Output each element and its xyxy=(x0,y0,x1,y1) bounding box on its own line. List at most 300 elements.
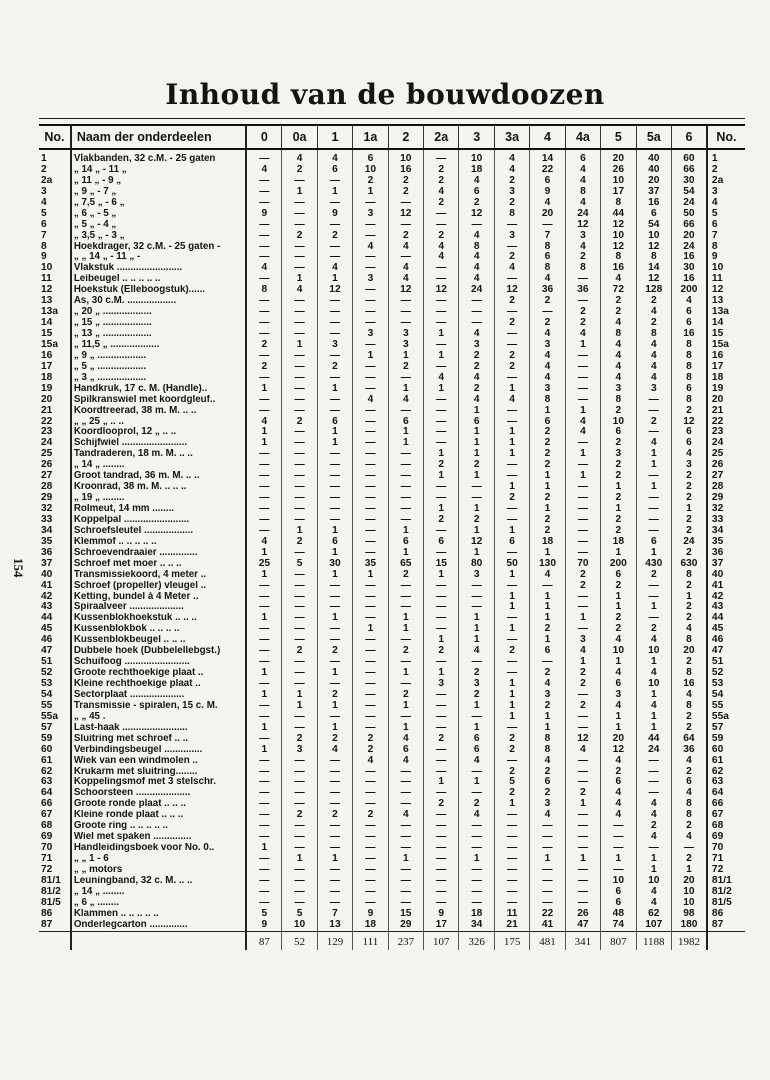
quantity-cell: — xyxy=(353,635,388,646)
quantity-cell: — xyxy=(388,482,423,493)
quantity-cell: 4 xyxy=(671,832,706,843)
part-name: Sluitring met schroef .. .. xyxy=(71,734,247,745)
quantity-cell: — xyxy=(282,449,317,460)
quantity-cell: — xyxy=(353,537,388,548)
column-header: 5 xyxy=(601,125,636,149)
quantity-cell: — xyxy=(353,767,388,778)
quantity-cell: 12 xyxy=(424,285,459,296)
quantity-cell: 4 xyxy=(636,832,671,843)
quantity-cell: — xyxy=(282,307,317,318)
quantity-cell: 2 xyxy=(424,734,459,745)
quantity-cell: — xyxy=(565,876,600,887)
quantity-cell: 1 xyxy=(246,745,281,756)
quantity-cell: — xyxy=(282,613,317,624)
quantity-cell: 4 xyxy=(671,449,706,460)
quantity-cell: 2 xyxy=(601,471,636,482)
table-row xyxy=(39,799,745,810)
part-name: Koppelpal ........................ xyxy=(71,515,247,526)
table-row xyxy=(39,810,745,821)
quantity-cell: 6 xyxy=(530,252,565,263)
quantity-cell: 6 xyxy=(459,187,494,198)
quantity-cell: 1 xyxy=(459,854,494,865)
quantity-cell: — xyxy=(282,351,317,362)
part-name: „ 7,5 „ - 6 „ xyxy=(71,198,247,209)
quantity-cell: — xyxy=(424,296,459,307)
quantity-cell: 2 xyxy=(494,767,529,778)
quantity-cell: 4 xyxy=(636,898,671,909)
quantity-cell: — xyxy=(282,570,317,581)
table-row xyxy=(39,723,745,734)
quantity-cell: — xyxy=(459,482,494,493)
quantity-cell: 1 xyxy=(636,548,671,559)
quantity-cell: 8 xyxy=(671,351,706,362)
part-number-right: 68 xyxy=(707,821,745,832)
part-number-right: 23 xyxy=(707,427,745,438)
quantity-cell: — xyxy=(388,460,423,471)
quantity-cell: 1 xyxy=(601,854,636,865)
quantity-cell: — xyxy=(282,329,317,340)
table-row xyxy=(39,668,745,679)
quantity-cell: 2 xyxy=(424,176,459,187)
quantity-cell: 5 xyxy=(246,909,281,920)
part-number: 37 xyxy=(41,558,53,569)
part-number-right: 55 xyxy=(707,701,745,712)
part-number-right: 21 xyxy=(707,406,745,417)
quantity-cell: 6 xyxy=(459,734,494,745)
part-number-right: 45 xyxy=(707,624,745,635)
quantity-cell: 4 xyxy=(636,307,671,318)
part-name: Krukarm met sluitring........ xyxy=(71,767,247,778)
quantity-cell: — xyxy=(565,821,600,832)
quantity-cell: 48 xyxy=(601,909,636,920)
quantity-cell: 2 xyxy=(530,318,565,329)
column-header: 6 xyxy=(671,125,706,149)
table-row xyxy=(39,767,745,778)
quantity-cell: 1 xyxy=(565,799,600,810)
part-number: 8 xyxy=(41,241,47,252)
quantity-cell: 2 xyxy=(459,668,494,679)
quantity-cell: — xyxy=(282,832,317,843)
quantity-cell: 4 xyxy=(636,373,671,384)
part-name: Vlakstuk ........................ xyxy=(71,263,247,274)
quantity-cell: — xyxy=(565,526,600,537)
part-number-right: 72 xyxy=(707,865,745,876)
table-row xyxy=(39,149,745,165)
table-row xyxy=(39,351,745,362)
table-row xyxy=(39,427,745,438)
quantity-cell: 12 xyxy=(671,417,706,428)
quantity-cell: 2 xyxy=(530,493,565,504)
quantity-cell: 1 xyxy=(353,187,388,198)
part-number: 20 xyxy=(41,394,53,405)
quantity-cell: — xyxy=(388,252,423,263)
quantity-cell: 4 xyxy=(388,242,423,253)
part-name: Handleidingsboek voor No. 0.. xyxy=(71,843,247,854)
quantity-cell: — xyxy=(459,767,494,778)
quantity-cell: — xyxy=(424,395,459,406)
page-title: Inhoud van de bouwdoozen xyxy=(165,78,605,111)
quantity-cell: — xyxy=(459,657,494,668)
quantity-cell: — xyxy=(424,832,459,843)
part-name: „ 9 „ - 7 „ xyxy=(71,187,247,198)
quantity-cell: — xyxy=(530,887,565,898)
part-number: 45 xyxy=(41,624,53,635)
quantity-cell: — xyxy=(353,296,388,307)
quantity-cell: 1 xyxy=(388,624,423,635)
quantity-cell: — xyxy=(246,482,281,493)
quantity-cell: 2 xyxy=(671,548,706,559)
quantity-cell: 8 xyxy=(530,734,565,745)
part-number-right: 52 xyxy=(707,668,745,679)
table-row xyxy=(39,635,745,646)
quantity-cell: — xyxy=(424,340,459,351)
quantity-cell: 2 xyxy=(388,362,423,373)
quantity-cell: — xyxy=(317,635,352,646)
quantity-cell: 1 xyxy=(246,613,281,624)
quantity-cell: 4 xyxy=(530,570,565,581)
quantity-cell: — xyxy=(353,668,388,679)
quantity-cell: 6 xyxy=(671,438,706,449)
table-row xyxy=(39,187,745,198)
part-number-right: 81/2 xyxy=(707,887,745,898)
part-number: 60 xyxy=(41,744,53,755)
quantity-cell: — xyxy=(317,373,352,384)
part-number-right: 27 xyxy=(707,471,745,482)
quantity-cell: 26 xyxy=(601,165,636,176)
table-row xyxy=(39,821,745,832)
quantity-cell: 8 xyxy=(601,395,636,406)
part-number-right: 71 xyxy=(707,854,745,865)
quantity-cell: — xyxy=(636,581,671,592)
quantity-cell: 2 xyxy=(671,515,706,526)
quantity-cell: — xyxy=(494,657,529,668)
quantity-cell: — xyxy=(317,865,352,876)
quantity-cell: — xyxy=(317,351,352,362)
quantity-cell: — xyxy=(353,887,388,898)
table-row xyxy=(39,198,745,209)
quantity-cell: 3 xyxy=(565,635,600,646)
part-name: „ „ 14 „ - 11 „ - xyxy=(71,252,247,263)
part-number: 16 xyxy=(41,350,53,361)
quantity-cell: 2 xyxy=(601,515,636,526)
quantity-cell: 41 xyxy=(530,920,565,931)
quantity-cell: 1 xyxy=(601,712,636,723)
quantity-cell: — xyxy=(353,602,388,613)
table-row xyxy=(39,285,745,296)
quantity-cell: 1 xyxy=(601,602,636,613)
quantity-cell: — xyxy=(317,821,352,832)
quantity-cell: 1 xyxy=(282,274,317,285)
quantity-cell: 2 xyxy=(424,646,459,657)
part-name: Onderlegcarton .............. xyxy=(71,920,247,931)
quantity-cell: — xyxy=(388,592,423,603)
quantity-cell: 30 xyxy=(671,176,706,187)
part-name: „ 3,5 „ - 3 „ xyxy=(71,231,247,242)
quantity-cell: 1 xyxy=(530,712,565,723)
quantity-cell: 2 xyxy=(282,646,317,657)
table-row xyxy=(39,384,745,395)
quantity-cell: 16 xyxy=(671,274,706,285)
quantity-cell: — xyxy=(494,471,529,482)
part-number: 71 xyxy=(41,854,53,864)
quantity-cell: 4 xyxy=(388,734,423,745)
quantity-cell: — xyxy=(353,504,388,515)
quantity-cell: 4 xyxy=(636,362,671,373)
table-row xyxy=(39,209,745,220)
quantity-cell: — xyxy=(565,843,600,854)
quantity-cell: — xyxy=(282,767,317,778)
total-cell: 237 xyxy=(388,931,423,950)
column-header: 2a xyxy=(424,125,459,149)
quantity-cell: — xyxy=(246,788,281,799)
part-name: Koordlooprol, 12 „ .. .. xyxy=(71,427,247,438)
quantity-cell: 20 xyxy=(671,876,706,887)
part-number: 11 xyxy=(41,274,52,285)
quantity-cell: — xyxy=(246,329,281,340)
quantity-cell: 66 xyxy=(671,165,706,176)
quantity-cell: — xyxy=(317,493,352,504)
quantity-cell: 3 xyxy=(530,340,565,351)
quantity-cell: 2 xyxy=(601,296,636,307)
quantity-cell: 2 xyxy=(353,734,388,745)
quantity-cell: 70 xyxy=(565,559,600,570)
quantity-cell: — xyxy=(565,384,600,395)
quantity-cell: — xyxy=(353,898,388,909)
quantity-cell: 4 xyxy=(317,263,352,274)
quantity-cell: 10 xyxy=(636,646,671,657)
quantity-cell: — xyxy=(282,843,317,854)
quantity-cell: — xyxy=(353,581,388,592)
part-number-right: 5 xyxy=(707,209,745,220)
quantity-cell: 1 xyxy=(246,690,281,701)
quantity-cell: — xyxy=(317,307,352,318)
quantity-cell: — xyxy=(246,701,281,712)
quantity-cell: 2 xyxy=(282,537,317,548)
quantity-cell: 1 xyxy=(424,384,459,395)
quantity-cell: — xyxy=(388,767,423,778)
table-row xyxy=(39,788,745,799)
quantity-cell: 2 xyxy=(317,646,352,657)
quantity-cell: — xyxy=(353,799,388,810)
quantity-cell: 8 xyxy=(494,209,529,220)
quantity-cell: 1 xyxy=(530,635,565,646)
quantity-cell: 4 xyxy=(459,646,494,657)
contents-table xyxy=(39,124,745,950)
quantity-cell: 1 xyxy=(424,570,459,581)
quantity-cell: 2 xyxy=(636,296,671,307)
quantity-cell: — xyxy=(494,821,529,832)
quantity-cell: 1 xyxy=(246,843,281,854)
table-row xyxy=(39,756,745,767)
part-number: 55 xyxy=(41,700,53,711)
part-name: „ 19 „ ........ xyxy=(71,493,247,504)
quantity-cell: 10 xyxy=(601,231,636,242)
quantity-cell: 6 xyxy=(601,898,636,909)
part-number: 9 xyxy=(41,252,47,263)
quantity-cell: 1 xyxy=(494,701,529,712)
quantity-cell: 8 xyxy=(671,810,706,821)
quantity-cell: — xyxy=(282,668,317,679)
quantity-cell: 1 xyxy=(494,679,529,690)
column-header: 0 xyxy=(246,125,281,149)
quantity-cell: — xyxy=(353,417,388,428)
quantity-cell: — xyxy=(424,438,459,449)
quantity-cell: — xyxy=(282,777,317,788)
table-row xyxy=(39,449,745,460)
quantity-cell: 6 xyxy=(388,537,423,548)
total-cell: 1982 xyxy=(671,931,706,950)
quantity-cell: 180 xyxy=(671,920,706,931)
quantity-cell: — xyxy=(353,438,388,449)
quantity-cell: — xyxy=(565,723,600,734)
part-number: 13 xyxy=(41,296,53,307)
quantity-cell: — xyxy=(424,712,459,723)
table-row xyxy=(39,624,745,635)
part-number-right: 1 xyxy=(707,149,745,165)
table-row xyxy=(39,843,745,854)
quantity-cell: 17 xyxy=(601,187,636,198)
quantity-cell: 2 xyxy=(494,198,529,209)
quantity-cell: — xyxy=(388,581,423,592)
table-row xyxy=(39,220,745,231)
quantity-cell: 6 xyxy=(530,417,565,428)
quantity-cell: — xyxy=(353,723,388,734)
quantity-cell: 9 xyxy=(246,209,281,220)
quantity-cell: 1 xyxy=(317,570,352,581)
quantity-cell: 1 xyxy=(530,471,565,482)
part-number-right: 34 xyxy=(707,526,745,537)
part-name: Kussenblokhoekstuk .. .. .. xyxy=(71,613,247,624)
quantity-cell: 2 xyxy=(601,493,636,504)
quantity-cell: — xyxy=(317,176,352,187)
quantity-cell: — xyxy=(494,307,529,318)
part-number: 70 xyxy=(41,843,53,854)
quantity-cell: 2 xyxy=(671,712,706,723)
quantity-cell: 4 xyxy=(530,198,565,209)
quantity-cell: — xyxy=(353,373,388,384)
quantity-cell: 1 xyxy=(636,690,671,701)
part-number: 13a xyxy=(41,307,58,318)
quantity-cell: 4 xyxy=(459,810,494,821)
quantity-cell: 1 xyxy=(459,613,494,624)
quantity-cell: — xyxy=(282,723,317,734)
quantity-cell: 1 xyxy=(317,274,352,285)
part-number: 43 xyxy=(41,602,53,613)
quantity-cell: 1 xyxy=(494,799,529,810)
quantity-cell: 4 xyxy=(565,745,600,756)
totals-spacer xyxy=(71,931,247,950)
quantity-cell: 8 xyxy=(601,329,636,340)
quantity-cell: — xyxy=(459,220,494,231)
part-number-right: 6 xyxy=(707,220,745,231)
totals-row xyxy=(39,931,745,950)
quantity-cell: — xyxy=(459,493,494,504)
quantity-cell: 10 xyxy=(601,646,636,657)
quantity-cell: — xyxy=(282,362,317,373)
quantity-cell: — xyxy=(565,362,600,373)
quantity-cell: — xyxy=(353,263,388,274)
quantity-cell: 4 xyxy=(565,329,600,340)
column-header: No. xyxy=(707,125,745,149)
table-row xyxy=(39,613,745,624)
part-number-right: 40 xyxy=(707,570,745,581)
quantity-cell: — xyxy=(636,427,671,438)
quantity-cell: 36 xyxy=(671,745,706,756)
part-name: „ 5 „ .................. xyxy=(71,362,247,373)
quantity-cell: — xyxy=(246,832,281,843)
quantity-cell: — xyxy=(317,876,352,887)
quantity-cell: 1 xyxy=(388,668,423,679)
quantity-cell: 8 xyxy=(459,242,494,253)
quantity-cell: 4 xyxy=(636,340,671,351)
quantity-cell: 2 xyxy=(530,427,565,438)
quantity-cell: 1 xyxy=(353,351,388,362)
part-number-right: 13 xyxy=(707,296,745,307)
quantity-cell: 4 xyxy=(530,351,565,362)
quantity-cell: — xyxy=(317,504,352,515)
quantity-cell: 2 xyxy=(636,318,671,329)
quantity-cell: — xyxy=(530,843,565,854)
total-cell: 87 xyxy=(246,931,281,950)
quantity-cell: — xyxy=(246,176,281,187)
quantity-cell: — xyxy=(565,624,600,635)
quantity-cell: — xyxy=(246,854,281,865)
total-cell: 175 xyxy=(494,931,529,950)
quantity-cell: 8 xyxy=(671,373,706,384)
quantity-cell: — xyxy=(424,701,459,712)
quantity-cell: 2 xyxy=(494,176,529,187)
table-row xyxy=(39,263,745,274)
part-number: 6 xyxy=(41,219,47,230)
quantity-cell: — xyxy=(424,690,459,701)
quantity-cell: 8 xyxy=(530,745,565,756)
part-number-right: 64 xyxy=(707,788,745,799)
quantity-cell: 1 xyxy=(494,592,529,603)
quantity-cell: 16 xyxy=(388,165,423,176)
quantity-cell: 18 xyxy=(459,165,494,176)
quantity-cell: 3 xyxy=(565,231,600,242)
part-name: Schroevendraaier .............. xyxy=(71,548,247,559)
quantity-cell: 2 xyxy=(530,526,565,537)
quantity-cell: 6 xyxy=(424,537,459,548)
quantity-cell: — xyxy=(388,515,423,526)
quantity-cell: 3 xyxy=(636,384,671,395)
quantity-cell: — xyxy=(530,832,565,843)
quantity-cell: — xyxy=(317,788,352,799)
quantity-cell: 5 xyxy=(282,559,317,570)
quantity-cell: — xyxy=(459,296,494,307)
quantity-cell: 2 xyxy=(671,493,706,504)
quantity-cell: 2 xyxy=(459,384,494,395)
table-row xyxy=(39,252,745,263)
quantity-cell: — xyxy=(246,526,281,537)
quantity-cell: 54 xyxy=(636,220,671,231)
quantity-cell: 3 xyxy=(671,460,706,471)
quantity-cell: — xyxy=(282,406,317,417)
total-cell: 326 xyxy=(459,931,494,950)
quantity-cell: — xyxy=(494,274,529,285)
quantity-cell: — xyxy=(353,876,388,887)
quantity-cell: 6 xyxy=(317,417,352,428)
quantity-cell: — xyxy=(246,187,281,198)
quantity-cell: — xyxy=(424,876,459,887)
quantity-cell: — xyxy=(282,471,317,482)
part-number-right: 47 xyxy=(707,646,745,657)
part-name: „ 14 „ ........ xyxy=(71,887,247,898)
quantity-cell: — xyxy=(565,515,600,526)
part-number: 68 xyxy=(41,821,53,832)
quantity-cell: — xyxy=(353,526,388,537)
